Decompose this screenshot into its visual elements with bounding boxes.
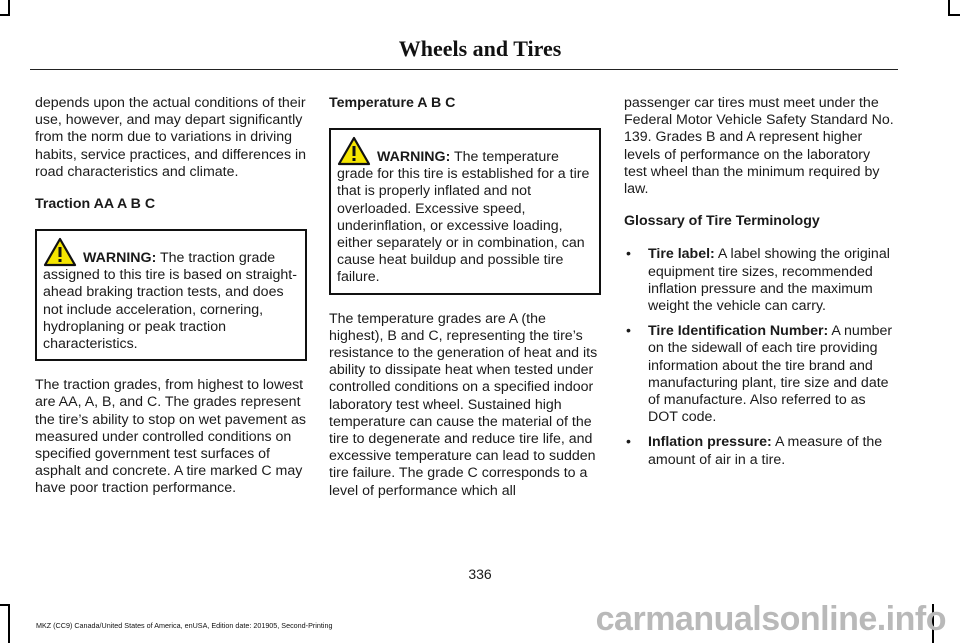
warning-label: WARNING: bbox=[377, 149, 451, 165]
column-left bbox=[35, 95, 307, 513]
warning-text: The traction grade bbox=[156, 250, 276, 267]
warning-first-line bbox=[337, 136, 593, 166]
page-title: Wheels and Tires bbox=[398, 36, 562, 61]
bullet-icon: • bbox=[626, 246, 631, 263]
crop-mark bbox=[8, 604, 10, 643]
warning-triangle-icon bbox=[337, 136, 371, 166]
paragraph: passenger car tires must meet under the Federal Motor Vehicle Safety Standard No. 139. Grades B and A represent higher levels of performance on the laboratory test wheel than the minimum required by law. bbox=[624, 95, 894, 198]
warning-box-traction bbox=[35, 229, 307, 361]
list-item bbox=[624, 323, 896, 426]
crop-mark bbox=[0, 14, 10, 16]
warning-triangle-icon bbox=[43, 237, 77, 267]
bullet-icon: • bbox=[626, 434, 631, 451]
edition-footer: MKZ (CC9) Canada/United States of America, enUSA, Edition date: 201905, Second-Printing bbox=[36, 621, 333, 630]
bullet-icon: • bbox=[626, 323, 631, 340]
glossary-term: Inflation pressure: bbox=[648, 434, 772, 451]
warning-label: WARNING: bbox=[83, 250, 157, 267]
warning-first-line bbox=[43, 237, 299, 267]
column-middle bbox=[329, 95, 601, 515]
paragraph: depends upon the actual conditions of their use, however, and may depart significantly from the norm due to variations in driving habits, service practices, and differences in road characteristics and climate. bbox=[35, 95, 307, 180]
paragraph: The temperature grades are A (the highest), B and C, representing the tire’s resistance to the generation of heat and its ability to dissipate heat when tested under controlled conditions on a specified indoor laboratory test wheel. Sustained high temperature can cause the material of the tire to degenerate and reduce tire life, and excessive temperature can lead to sudden tire failure. The grade C corresponds to a level of performance which all bbox=[329, 310, 598, 499]
glossary-list bbox=[624, 246, 896, 468]
glossary-term: Tire label: bbox=[648, 246, 715, 263]
warning-text: The temperature bbox=[450, 149, 559, 165]
list-item bbox=[624, 246, 896, 315]
section-heading-temperature: Temperature A B C bbox=[329, 95, 456, 111]
warning-box-temperature bbox=[329, 128, 601, 294]
watermark-logo: carmanualsonline.info bbox=[595, 600, 946, 638]
header-divider bbox=[30, 69, 898, 70]
list-item bbox=[624, 434, 896, 468]
warning-text-rest: grade for this tire is established for a tire that is properly inflated and not overloaded. Excessive speed, underinflation, or excessive loading, either separately or in combination, can cause heat buildup and possible tire failure. bbox=[337, 166, 590, 286]
glossary-term: Tire Identification Number: bbox=[648, 323, 829, 340]
column-right bbox=[624, 95, 896, 477]
section-heading-traction: Traction AA A B C bbox=[35, 196, 156, 213]
section-heading-glossary: Glossary of Tire Terminology bbox=[624, 213, 820, 230]
page-number: 336 bbox=[468, 566, 492, 582]
warning-text-rest: assigned to this tire is based on straight-ahead braking traction tests, and does not include acceleration, cornering, hydroplaning or peak traction characteristics. bbox=[43, 267, 297, 353]
glossary-definition: A measure of the amount of air in a tire. bbox=[648, 434, 883, 468]
glossary-definition: A number on the sidewall of each tire providing information about the tire brand and manufacturing plant, tire size and date of manufacture. Also referred to as DOT code. bbox=[648, 323, 893, 426]
crop-mark bbox=[0, 604, 10, 606]
paragraph: The traction grades, from highest to lowest are AA, A, B, and C. The grades represent the tire’s ability to stop on wet pavement as measured under controlled conditions on specified government test surfaces of asphalt and concrete. A tire marked C may have poor traction performance. bbox=[35, 377, 307, 497]
crop-mark bbox=[948, 14, 960, 16]
glossary-definition: A label showing the original equipment tire sizes, recommended inflation pressure and the maximum weight the vehicle can carry. bbox=[648, 246, 890, 315]
